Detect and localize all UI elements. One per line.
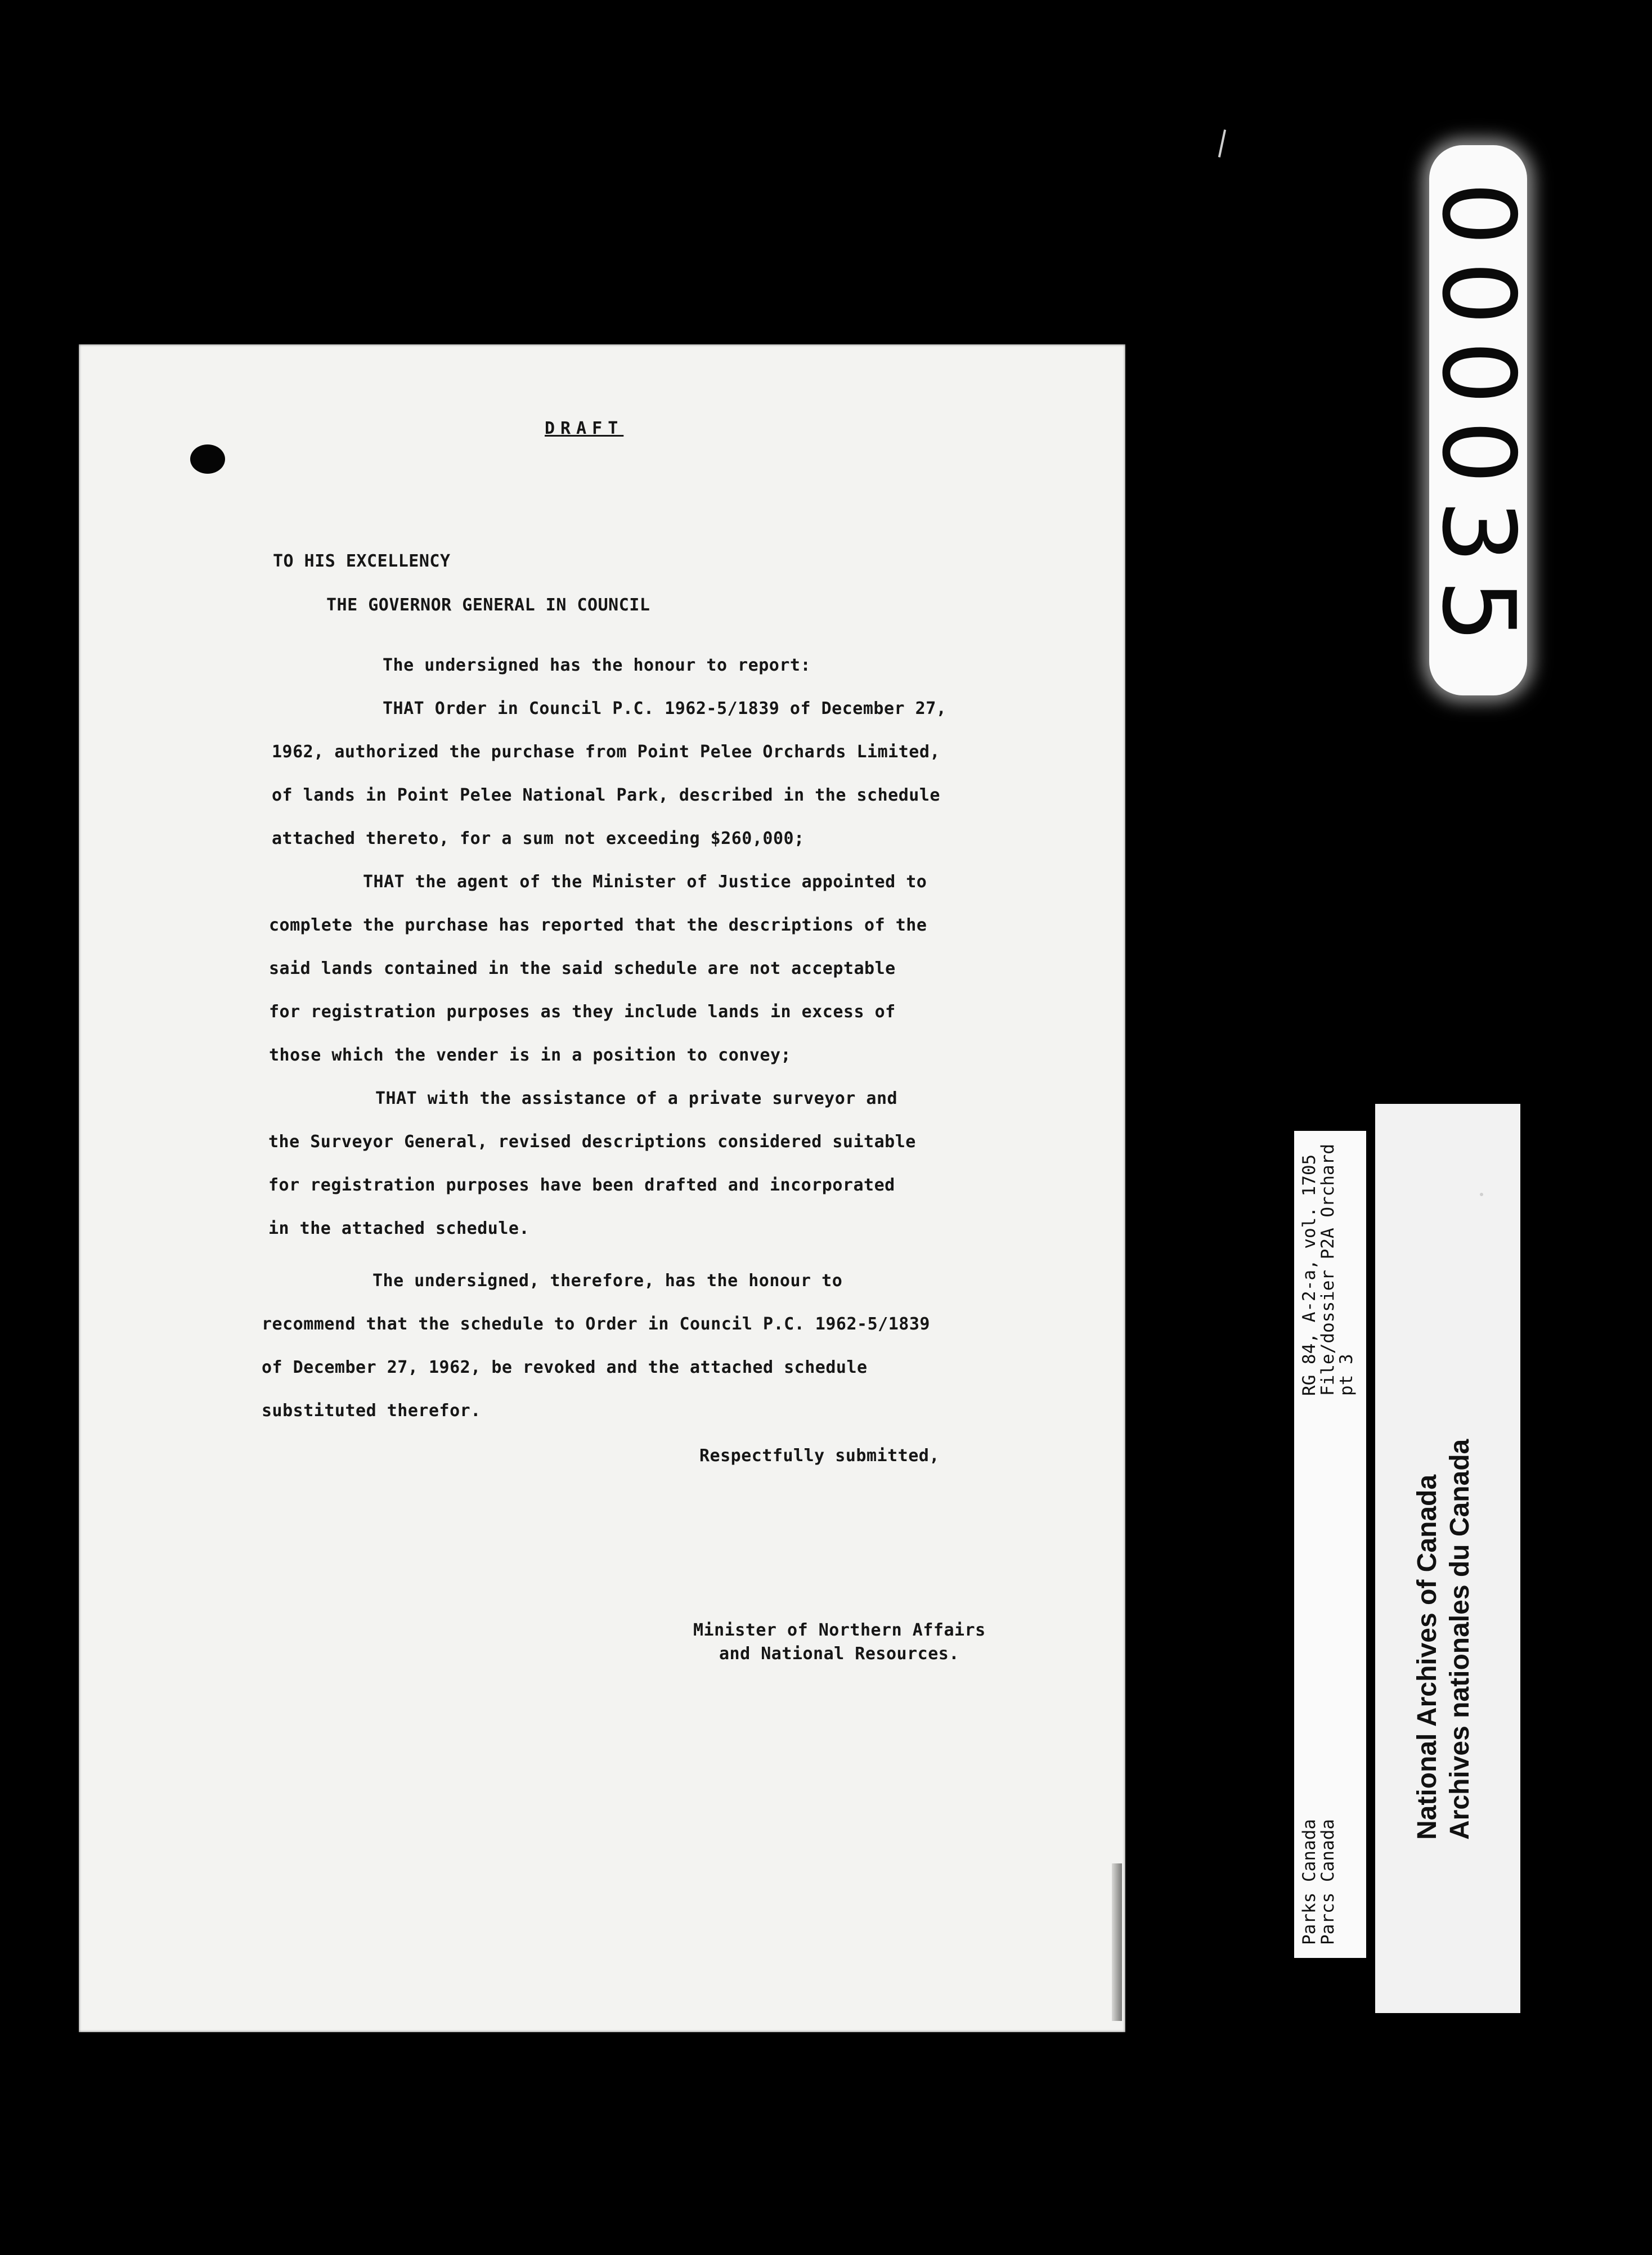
document-title: DRAFT: [545, 419, 624, 438]
reference-parks-en: Parks Canada: [1299, 1819, 1319, 1945]
body-line: said lands contained in the said schedule are not acceptable: [269, 959, 896, 978]
reference-part: pt 3: [1336, 1354, 1357, 1396]
body-line: for registration purposes have been drafted and incorporated: [268, 1175, 895, 1195]
page-edge-fold: [1112, 1863, 1122, 2021]
frame-number: 000035: [1420, 182, 1537, 659]
closing-line: Respectfully submitted,: [699, 1446, 940, 1466]
body-line: 1962, authorized the purchase from Point Pelee Orchards Limited,: [272, 742, 940, 762]
addressee-line-1: TO HIS EXCELLENCY: [273, 551, 451, 571]
body-line: THAT the agent of the Minister of Justice appointed to: [363, 872, 927, 892]
reference-parks-fr: Parcs Canada: [1318, 1819, 1338, 1945]
reference-label-content: [1297, 1139, 1363, 1949]
body-line: attached thereto, for a sum not exceeding $260,000;: [272, 829, 805, 848]
addressee-line-2: THE GOVERNOR GENERAL IN COUNCIL: [326, 595, 650, 615]
body-line: in the attached schedule.: [268, 1219, 530, 1238]
body-line: substituted therefor.: [262, 1401, 481, 1421]
hole-punch-mark: [190, 444, 225, 474]
archives-name-en: National Archives of Canada: [1412, 1474, 1442, 1840]
body-line: The undersigned, therefore, has the honour to: [372, 1271, 843, 1291]
body-line: The undersigned has the honour to report:: [383, 655, 811, 675]
frame-number-strip: [1420, 145, 1537, 695]
film-speck: [1480, 1193, 1483, 1196]
body-line: recommend that the schedule to Order in Council P.C. 1962-5/1839: [262, 1314, 930, 1334]
reference-record-group: RG 84, A-2-a, vol. 1705: [1299, 1154, 1319, 1396]
body-line: the Surveyor General, revised descriptions considered suitable: [268, 1132, 916, 1152]
archives-label: [1375, 1104, 1520, 2013]
archives-label-content: [1411, 1277, 1484, 1840]
document-page: [79, 344, 1125, 2032]
reference-label-right: [1300, 1144, 1356, 1396]
body-line: of December 27, 1962, be revoked and the attached schedule: [262, 1358, 868, 1377]
film-speck: [1218, 129, 1226, 158]
signature-line-2: and National Resources.: [719, 1644, 959, 1664]
body-line: those which the vender is in a position to convey;: [269, 1045, 792, 1065]
body-line: THAT Order in Council P.C. 1962-5/1839 of December 27,: [383, 699, 947, 718]
body-line: THAT with the assistance of a private surveyor and: [375, 1089, 898, 1108]
body-line: complete the purchase has reported that the descriptions of the: [269, 915, 927, 935]
reference-file: File/dossier P2A Orchard: [1318, 1144, 1338, 1396]
reference-label: [1294, 1131, 1366, 1958]
reference-label-left: [1300, 1819, 1337, 1945]
signature-line-1: Minister of Northern Affairs: [693, 1620, 986, 1640]
body-line: of lands in Point Pelee National Park, described in the schedule: [272, 785, 940, 805]
body-line: for registration purposes as they include lands in excess of: [269, 1002, 896, 1022]
archives-name-fr: Archives nationales du Canada: [1445, 1439, 1475, 1840]
